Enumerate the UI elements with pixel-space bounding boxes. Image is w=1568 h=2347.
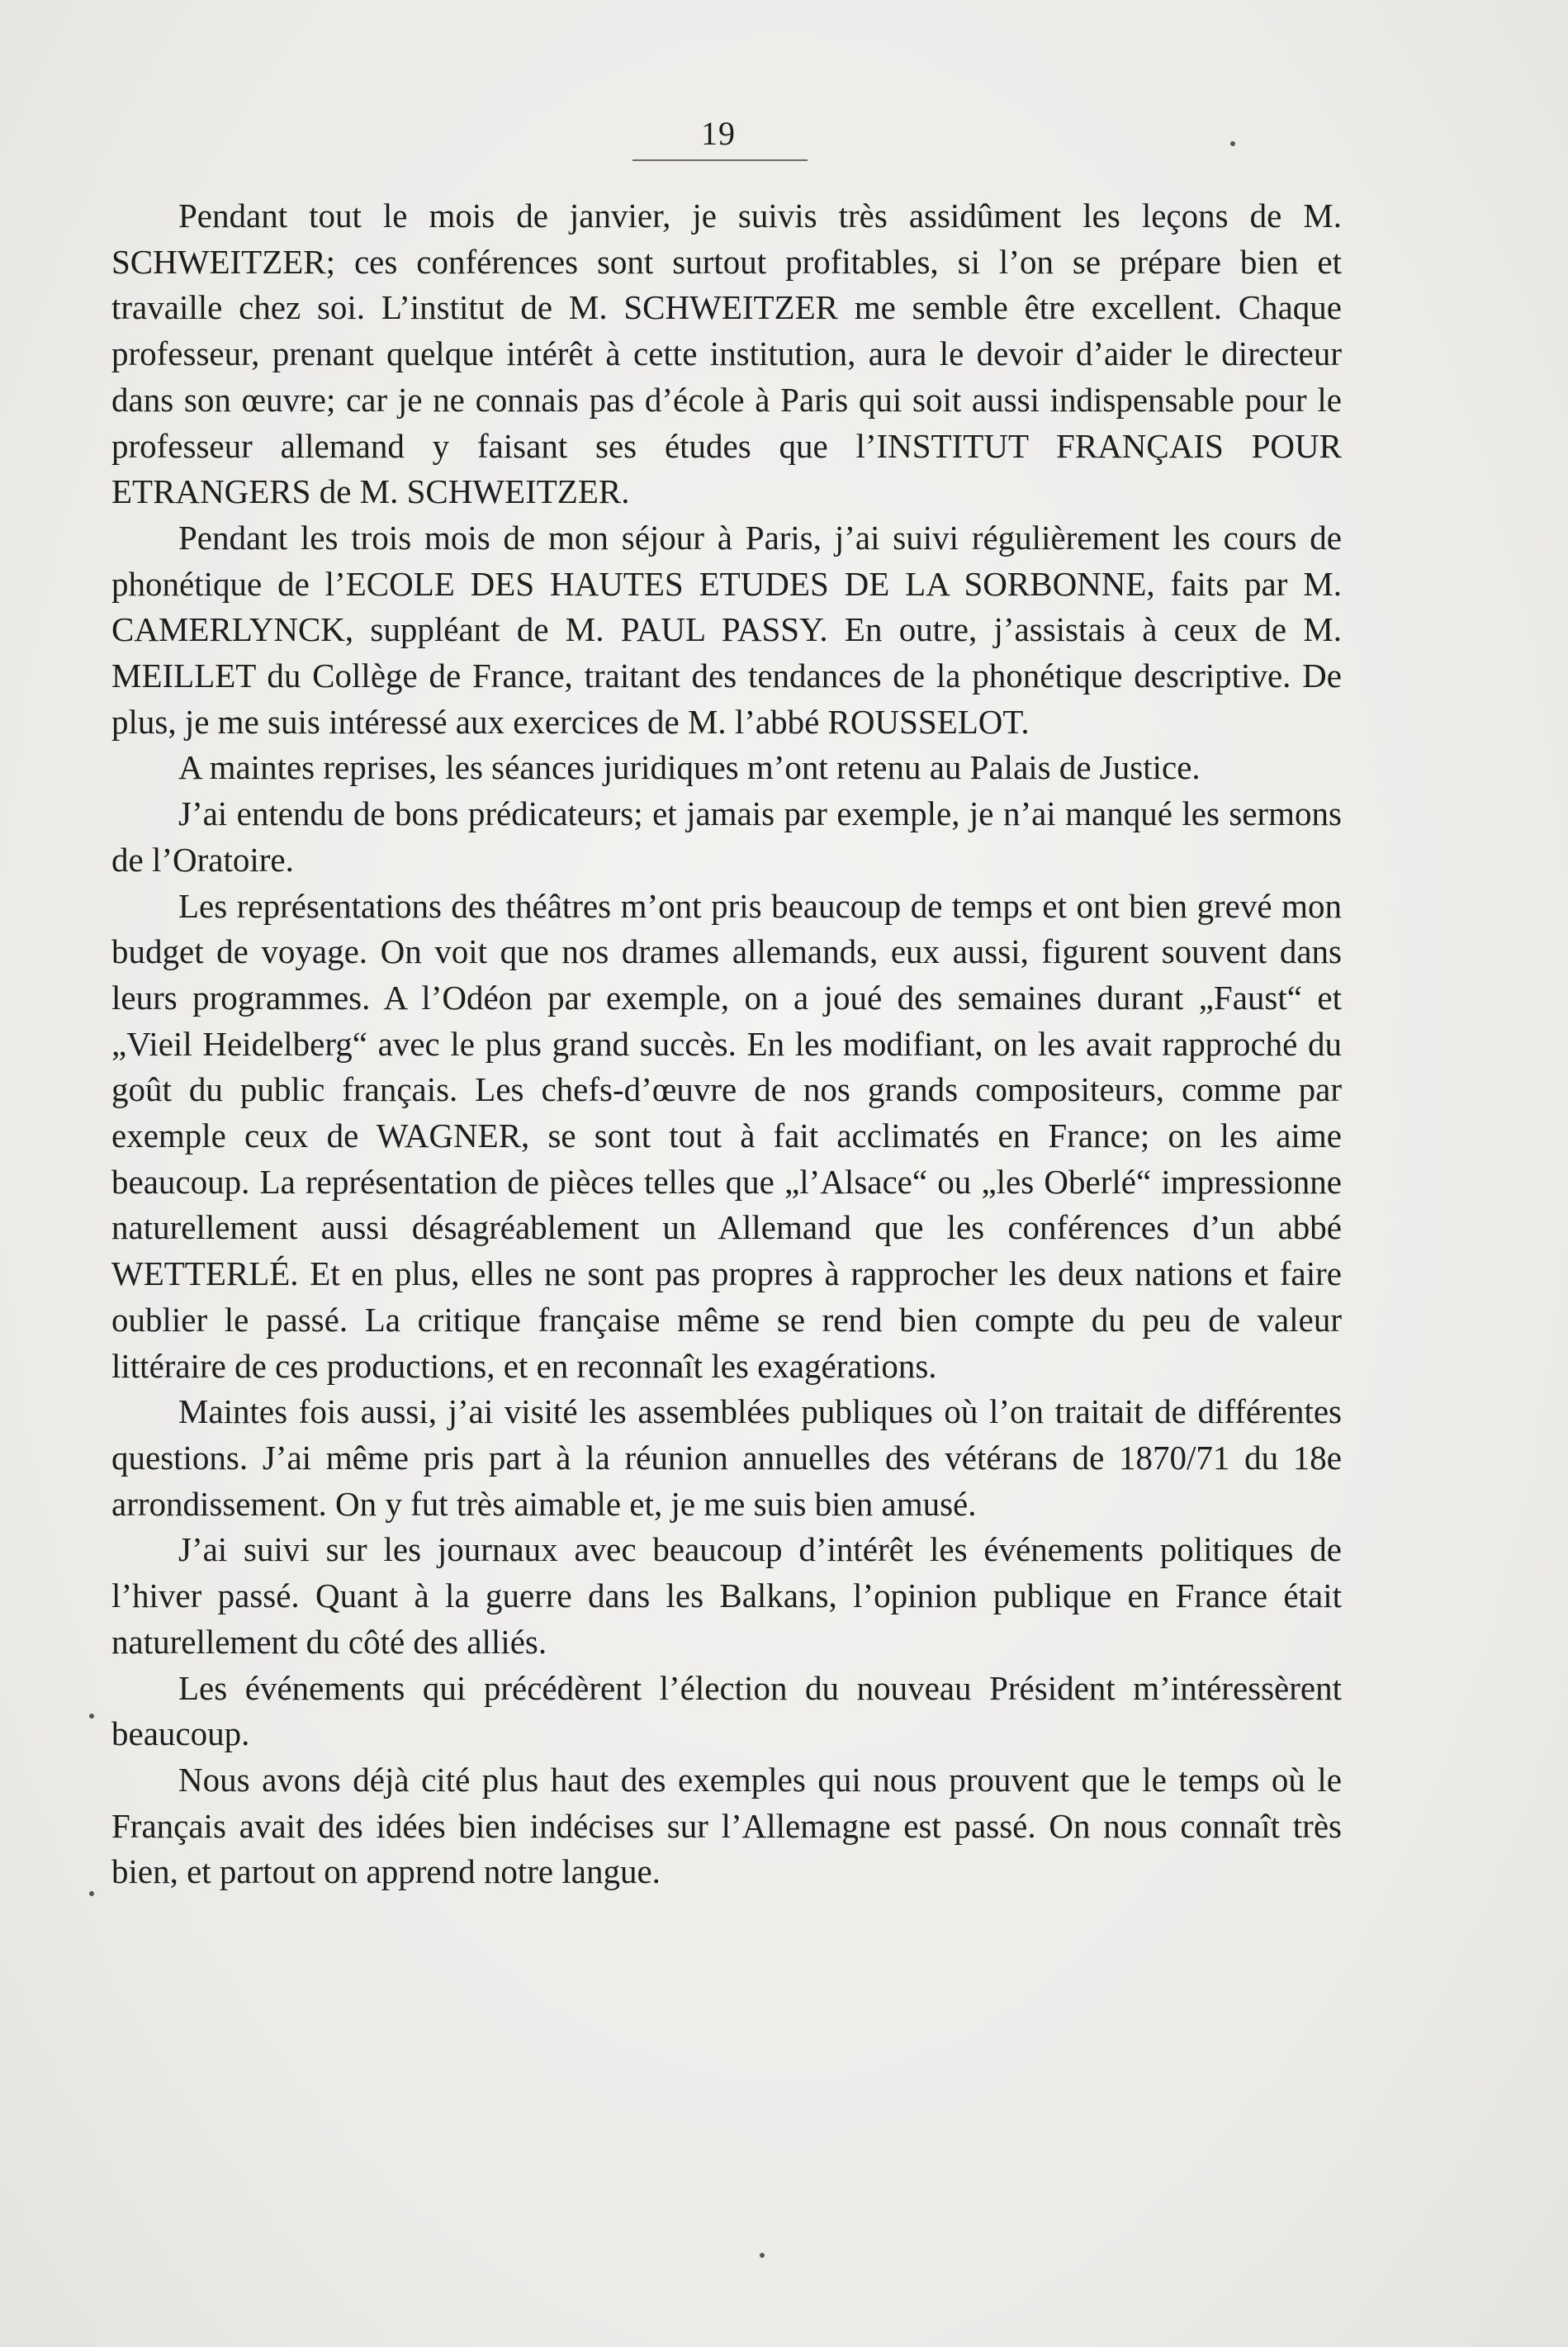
paragraph: Maintes fois aussi, j’ai visité les assemblées publiques où l’on traitait de différentes questions. J’ai même pris part à la réunion annuelles des vétérans de 1870/71 du 18e arrondissement. On y fut très aimable et, je me suis bien amusé. [111, 1392, 1342, 1523]
paragraph: Les représentations des théâtres m’ont pris beaucoup de temps et ont bien grevé mon budget de voyage. On voit que nos drames allemands, eux aussi, figurent souvent dans leurs programmes. A l’Odéon par exemple, on a joué des semaines durant „Faust“ et „Vieil Heidelberg“ avec le plus grand succès. En les modifiant, on les avait rapproché du goût du public français. Les chefs-d’œuvre de nos grands compositeurs, comme par exemple ceux de WAGNER, se sont tout à fait acclimatés en France; on les aime beaucoup. La représentation de pièces telles que „l’Alsace“ ou „les Oberlé“ impressionne naturellement aussi désagréablement un Allemand que les conférences d’un abbé WETTERLÉ. Et en plus, elles ne sont pas propres à rapprocher les deux nations et faire oublier le passé. La critique française même se rend bien compte du peu de valeur littéraire de ces productions, et en reconnaît les exagérations. [111, 886, 1342, 1385]
page-number: 19 [701, 115, 736, 152]
paragraph: Pendant les trois mois de mon séjour à Paris, j’ai suivi régulièrement les cours de phonétique de l’ECOLE DES HAUTES ETUDES DE LA SORBONNE, faits par M. CAMERLYNCK, suppléant de M. PAUL PASSY. En outre, j’assistais à ceux de M. MEILLET du Collège de France, traitant des tendances de la phonétique descriptive. De plus, je me suis intéressé aux exercices de M. l’abbé ROUSSELOT. [111, 518, 1342, 741]
paragraph: Pendant tout le mois de janvier, je suivis très assidûment les leçons de M. SCHWEITZER; ces conférences sont surtout profitables, si l’on se prépare bien et travaille chez soi. L’institut de M. SCHWEITZER me semble être excellent. Chaque professeur, prenant quelque intérêt à cette institution, aura le devoir d’aider le directeur dans son œuvre; car je ne connais pas d’école à Paris qui soit aussi indispensable pour le professeur allemand y faisant ses études que l’INSTITUT FRANÇAIS POUR ETRANGERS de M. SCHWEITZER. [111, 197, 1342, 511]
page-speck [1230, 141, 1235, 146]
body-text [111, 193, 1342, 1895]
page-speck [760, 2253, 765, 2258]
paragraph: J’ai suivi sur les journaux avec beaucoup d’intérêt les événements politiques de l’hiver passé. Quant à la guerre dans les Balkans, l’opinion publique en France était naturellement du côté des alliés. [111, 1530, 1342, 1661]
paragraph: Nous avons déjà cité plus haut des exemples qui nous prouvent que le temps où le Français avait des idées bien indécises sur l’Allemagne est passé. On nous connaît très bien, et partout on apprend notre langue. [111, 1760, 1342, 1891]
page-speck [89, 1891, 94, 1896]
paragraph: J’ai entendu de bons prédicateurs; et jamais par exemple, je n’ai manqué les sermons de l’Oratoire. [111, 794, 1342, 879]
paragraph: Les événements qui précédèrent l’élection du nouveau Président m’intéressèrent beaucoup. [111, 1668, 1342, 1753]
paragraph: A maintes reprises, les séances juridiques m’ont retenu au Palais de Justice. [178, 748, 1201, 787]
page-speck [89, 1714, 94, 1719]
header-rule [632, 159, 808, 161]
